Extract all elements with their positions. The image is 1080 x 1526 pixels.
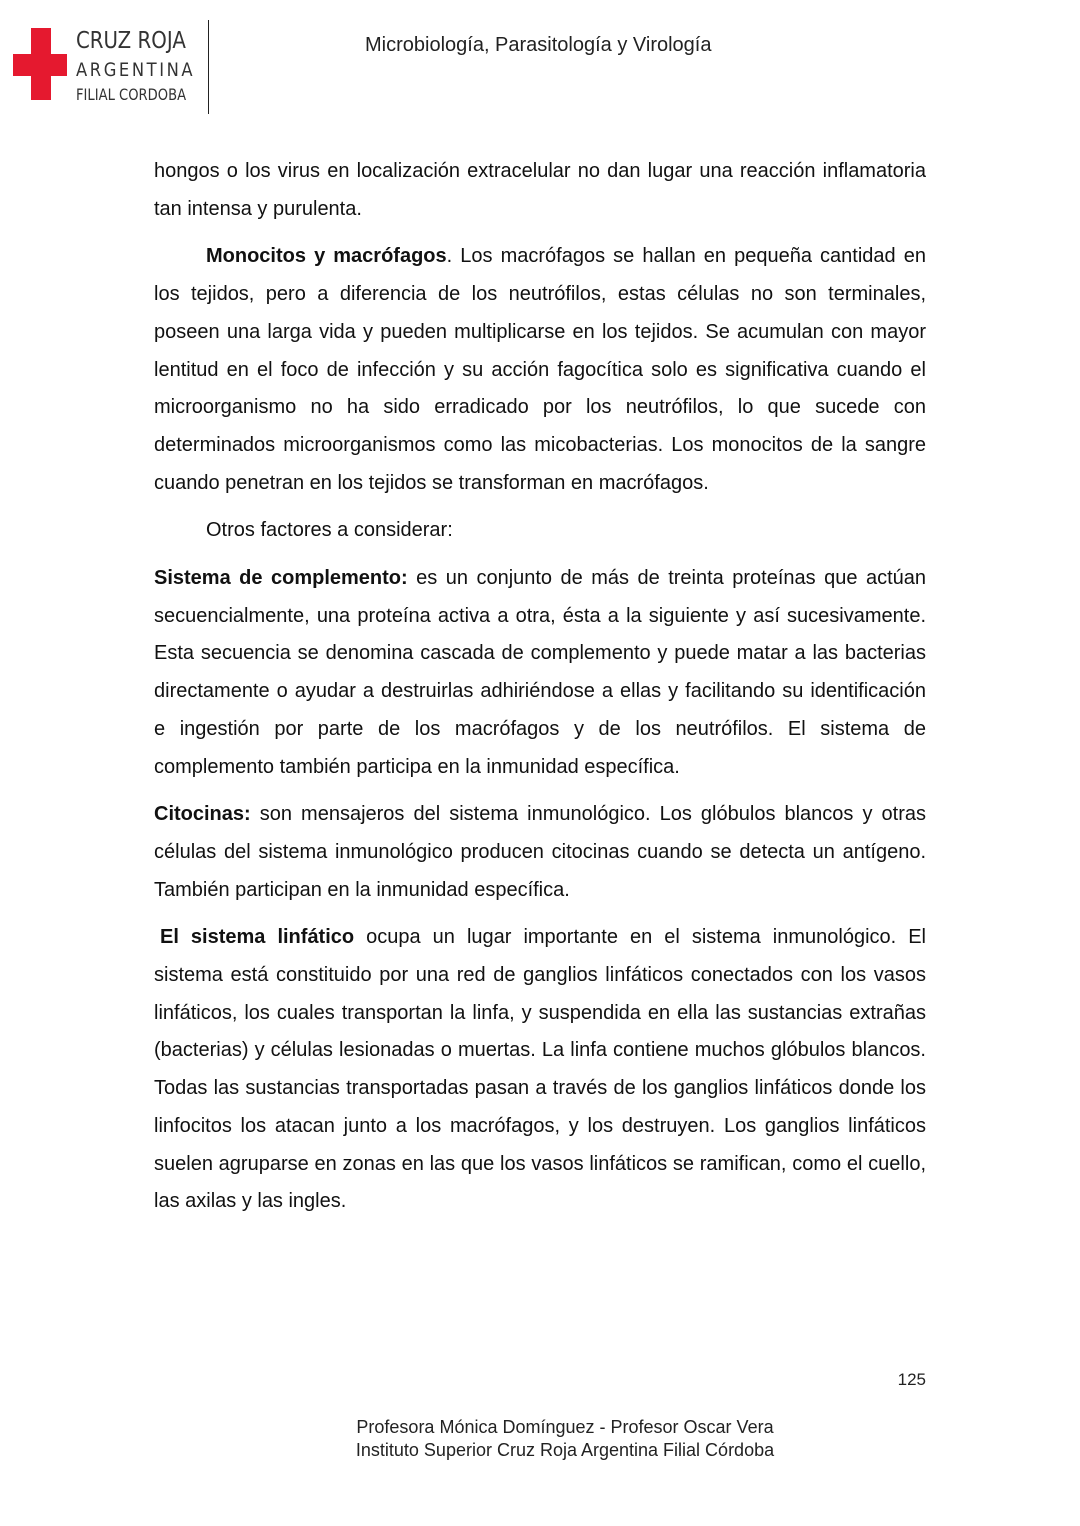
document-body [154,153,926,1231]
paragraph-text: hongos o los virus en localización extracelular no dan lugar una reacción inflamatoria tan intensa y purulenta. [154,160,926,220]
page-number: 125 [897,1370,926,1389]
logo-line-1: CRUZ ROJA [76,28,186,54]
logo-line-3: FILIAL CORDOBA [76,85,187,104]
paragraph-text: son mensajeros del sistema inmunológico. Los glóbulos blancos y otras células del sistema inmunológico producen citocinas cuando se detecta un antígeno. También participan en la inmunidad específica. [154,803,926,901]
footer-institution: Instituto Superior Cruz Roja Argentina Filial Córdoba [355,1440,775,1460]
red-cross-icon-bar [13,54,67,76]
header-title: Microbiología, Parasitología y Virología [365,34,712,56]
paragraph [154,796,926,909]
paragraph [154,153,926,228]
paragraph [154,919,926,1221]
bold-term: Citocinas: [154,803,251,826]
bold-term: El sistema linfático [160,926,355,949]
paragraph-text: ocupa un lugar importante en el sistema inmunológico. El sistema está constituido por una red de ganglios linfáticos conectados con los vasos linfáticos, los cuales transportan la linfa, y suspendida en ella las sustancias extrañas (bacterias) y células lesionadas o muertas. La linfa contiene muchos glóbulos blancos. Todas las sustancias transportadas pasan a través de los ganglios linfáticos donde los linfocitos los atacan junto a los macrófagos, y los destruyen. Los ganglios linfáticos suelen agruparse en zonas en las que los vasos linfáticos se ramifican, como el cuello, las axilas y las ingles. [154,926,927,1213]
logo-line-2: ARGENTINA [76,59,196,81]
bold-term: Sistema de complemento: [154,567,408,590]
paragraph [154,238,926,502]
paragraph [154,560,926,786]
paragraph-text: Otros factores a considerar: [206,519,453,542]
footer-authors: Profesora Mónica Domínguez - Profesor Oscar Vera [356,1417,774,1437]
paragraph [154,512,926,550]
bold-term: Monocitos y macrófagos [206,245,447,268]
header-divider [208,20,209,114]
cruz-roja-logo [12,20,212,115]
paragraph-text: . Los macrófagos se hallan en pequeña cantidad en los tejidos, pero a diferencia de los neutrófilos, estas células no son terminales, poseen una larga vida y pueden multiplicarse en los tejidos. Se acumulan con mayor lentitud en el foco de infección y su acción fagocítica solo es significativa cuando el microorganismo no ha sido erradicado por los neutrófilos, lo que sucede con determinados microorganismos como las micobacterias. Los monocitos de la sangre cuando penetran en los tejidos se transforman en macrófagos. [154,245,926,494]
paragraph-text: es un conjunto de más de treinta proteínas que actúan secuencialmente, una proteína activa a otra, ésta a la siguiente y así sucesivamente. Esta secuencia se denomina cascada de complemento y puede matar a las bacterias directamente o ayudar a destruirlas adhiriéndose a ellas y facilitando su identificación e ingestión por parte de los macrófagos y de los neutrófilos. El sistema de complemento también participa en la inmunidad específica. [154,567,927,778]
